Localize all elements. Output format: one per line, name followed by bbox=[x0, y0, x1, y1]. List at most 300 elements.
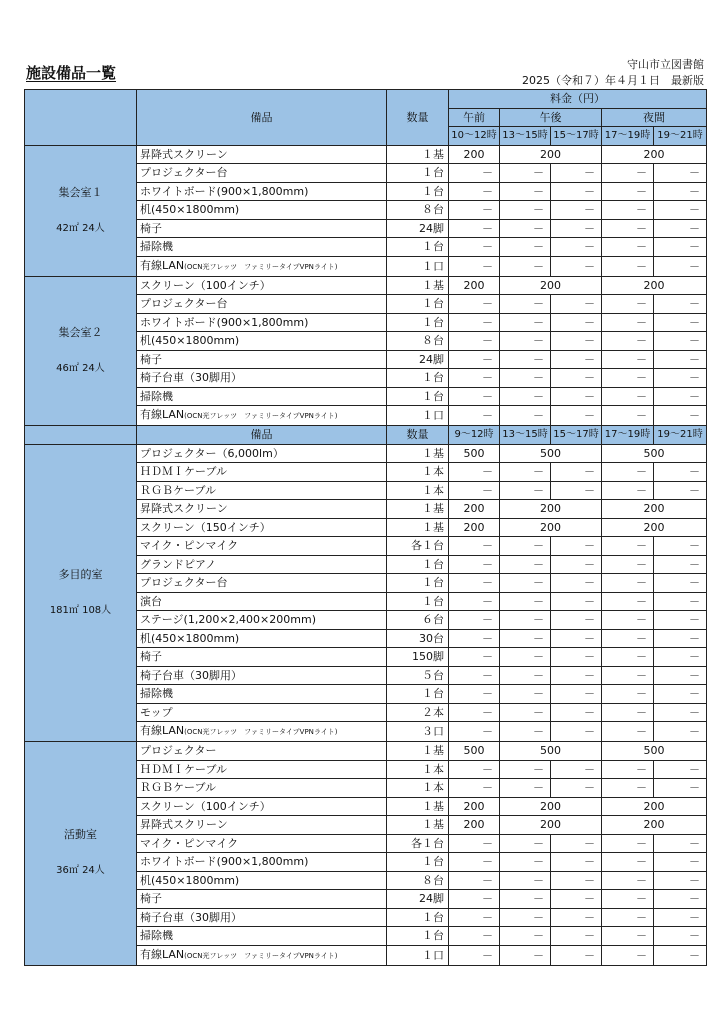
item-qty: １本 bbox=[387, 760, 449, 779]
fee-dash: － bbox=[551, 182, 602, 201]
fee-dash: － bbox=[602, 760, 654, 779]
fee-dash: － bbox=[602, 834, 654, 853]
fee-dash: － bbox=[449, 871, 500, 890]
room-spacer bbox=[28, 844, 133, 862]
fee-am: 200 bbox=[449, 500, 500, 519]
header-slot: 13～15時 bbox=[500, 127, 551, 146]
fee-dash: － bbox=[654, 295, 707, 314]
edition-date: 2025（令和７）年４月１日 最新版 bbox=[522, 74, 704, 87]
fee-dash: － bbox=[449, 201, 500, 220]
fee-dash: － bbox=[654, 201, 707, 220]
fee-dash: － bbox=[551, 164, 602, 183]
item-name: ＲＧＢケーブル bbox=[140, 781, 217, 795]
fee-dash: － bbox=[449, 574, 500, 593]
section-header-item: 備品 bbox=[137, 426, 387, 445]
fee-dash: － bbox=[551, 537, 602, 556]
fee-dash: － bbox=[602, 238, 654, 257]
section-header-slot: 9～12時 bbox=[449, 426, 500, 445]
fee-dash: － bbox=[551, 648, 602, 667]
item-cell bbox=[137, 463, 387, 482]
fee-pm: 200 bbox=[500, 816, 602, 835]
fee-dash: － bbox=[654, 722, 707, 742]
fee-am: 200 bbox=[449, 518, 500, 537]
fee-pm: 200 bbox=[500, 276, 602, 295]
fee-pm: 500 bbox=[500, 444, 602, 463]
fee-dash: － bbox=[551, 369, 602, 388]
fee-dash: － bbox=[449, 629, 500, 648]
fee-dash: － bbox=[602, 574, 654, 593]
item-name: 椅子 bbox=[140, 221, 162, 235]
fee-dash: － bbox=[551, 945, 602, 965]
item-name: ステージ(1,200×2,400×200mm) bbox=[140, 613, 316, 627]
fee-dash: － bbox=[551, 666, 602, 685]
fee-dash: － bbox=[654, 890, 707, 909]
fee-dash: － bbox=[449, 685, 500, 704]
item-qty: １台 bbox=[387, 685, 449, 704]
fee-dash: － bbox=[449, 592, 500, 611]
item-qty: 24脚 bbox=[387, 890, 449, 909]
fee-dash: － bbox=[654, 406, 707, 426]
fee-am: 200 bbox=[449, 797, 500, 816]
item-name: 有線LAN bbox=[140, 947, 185, 961]
item-cell bbox=[137, 500, 387, 519]
fee-dash: － bbox=[551, 592, 602, 611]
fee-dash: － bbox=[602, 871, 654, 890]
fee-dash: － bbox=[602, 313, 654, 332]
item-cell bbox=[137, 760, 387, 779]
item-qty: １台 bbox=[387, 238, 449, 257]
fee-dash: － bbox=[500, 537, 551, 556]
item-qty: １台 bbox=[387, 927, 449, 946]
fee-dash: － bbox=[449, 350, 500, 369]
item-qty: １基 bbox=[387, 742, 449, 761]
fee-dash: － bbox=[449, 256, 500, 276]
header-room-cell bbox=[25, 90, 137, 146]
fee-dash: － bbox=[602, 908, 654, 927]
fee-dash: － bbox=[500, 703, 551, 722]
header-slot: 10～12時 bbox=[449, 127, 500, 146]
item-qty: ３口 bbox=[387, 722, 449, 742]
header-slot: 19～21時 bbox=[654, 127, 707, 146]
fee-dash: － bbox=[602, 592, 654, 611]
item-name: 有線LAN bbox=[140, 408, 185, 421]
fee-dash: － bbox=[500, 201, 551, 220]
room-capacity: 181㎡ 108人 bbox=[49, 604, 112, 616]
fee-am: 200 bbox=[449, 276, 500, 295]
fee-dash: － bbox=[602, 406, 654, 426]
fee-dash: － bbox=[551, 256, 602, 276]
fee-pm: 200 bbox=[500, 145, 602, 164]
fee-dash: － bbox=[449, 760, 500, 779]
item-name: 机(450×1800mm) bbox=[140, 873, 240, 887]
header-item: 備品 bbox=[137, 90, 387, 146]
equipment-table-body bbox=[25, 90, 707, 966]
fee-dash: － bbox=[551, 722, 602, 742]
item-name: 昇降式スクリーン bbox=[140, 818, 228, 832]
item-cell bbox=[137, 350, 387, 369]
fee-dash: － bbox=[602, 648, 654, 667]
fee-dash: － bbox=[500, 350, 551, 369]
room-cell bbox=[25, 444, 137, 742]
header-slot: 17～19時 bbox=[602, 127, 654, 146]
item-cell bbox=[137, 219, 387, 238]
item-qty: １口 bbox=[387, 406, 449, 426]
fee-dash: － bbox=[654, 574, 707, 593]
item-name: ＲＧＢケーブル bbox=[140, 483, 217, 497]
item-qty: 24脚 bbox=[387, 219, 449, 238]
fee-dash: － bbox=[654, 592, 707, 611]
item-qty: １台 bbox=[387, 574, 449, 593]
item-cell bbox=[137, 648, 387, 667]
item-cell bbox=[137, 164, 387, 183]
header-fee: 料金（円） bbox=[449, 90, 707, 109]
fee-dash: － bbox=[500, 722, 551, 742]
item-cell bbox=[137, 890, 387, 909]
item-cell bbox=[137, 797, 387, 816]
item-cell bbox=[137, 927, 387, 946]
fee-dash: － bbox=[551, 890, 602, 909]
fee-night: 500 bbox=[602, 742, 707, 761]
item-qty: １台 bbox=[387, 313, 449, 332]
item-cell bbox=[137, 332, 387, 351]
fee-dash: － bbox=[551, 760, 602, 779]
fee-dash: － bbox=[602, 611, 654, 630]
item-qty: １口 bbox=[387, 256, 449, 276]
item-qty: 150脚 bbox=[387, 648, 449, 667]
item-name: 有線LAN bbox=[140, 258, 185, 272]
item-qty: １基 bbox=[387, 145, 449, 164]
item-qty: ８台 bbox=[387, 871, 449, 890]
fee-dash: － bbox=[500, 927, 551, 946]
fee-am: 200 bbox=[449, 145, 500, 164]
item-cell bbox=[137, 945, 387, 965]
item-cell bbox=[137, 444, 387, 463]
item-name: 昇降式スクリーン bbox=[140, 502, 228, 516]
fee-dash: － bbox=[500, 369, 551, 388]
item-cell bbox=[137, 182, 387, 201]
item-cell bbox=[137, 834, 387, 853]
table-row bbox=[25, 276, 707, 295]
fee-night: 200 bbox=[602, 518, 707, 537]
fee-dash: － bbox=[551, 853, 602, 872]
fee-dash: － bbox=[551, 332, 602, 351]
fee-dash: － bbox=[449, 779, 500, 798]
fee-dash: － bbox=[551, 629, 602, 648]
fee-dash: － bbox=[449, 332, 500, 351]
fee-am: 500 bbox=[449, 444, 500, 463]
item-qty: １本 bbox=[387, 779, 449, 798]
fee-dash: － bbox=[449, 908, 500, 927]
fee-dash: － bbox=[654, 537, 707, 556]
item-cell bbox=[137, 387, 387, 406]
item-cell bbox=[137, 779, 387, 798]
item-note: (OCN光フレッツ ファミリータイプVPNライト) bbox=[184, 951, 338, 960]
fee-dash: － bbox=[551, 871, 602, 890]
fee-dash: － bbox=[449, 537, 500, 556]
item-cell bbox=[137, 611, 387, 630]
item-cell bbox=[137, 276, 387, 295]
room-name: 集会室１ bbox=[58, 185, 103, 199]
item-name: ＨＤＭＩケーブル bbox=[140, 762, 228, 776]
fee-dash: － bbox=[500, 834, 551, 853]
room-spacer bbox=[28, 202, 133, 220]
section-header-slot: 15～17時 bbox=[551, 426, 602, 445]
item-name: 掃除機 bbox=[140, 929, 173, 943]
fee-dash: － bbox=[602, 332, 654, 351]
header-night: 夜間 bbox=[602, 108, 707, 127]
fee-dash: － bbox=[449, 834, 500, 853]
fee-dash: － bbox=[654, 703, 707, 722]
fee-dash: － bbox=[500, 332, 551, 351]
fee-dash: － bbox=[500, 666, 551, 685]
fee-dash: － bbox=[449, 182, 500, 201]
item-cell bbox=[137, 295, 387, 314]
item-cell bbox=[137, 145, 387, 164]
fee-dash: － bbox=[551, 908, 602, 927]
item-cell bbox=[137, 853, 387, 872]
item-name: 椅子 bbox=[140, 352, 162, 366]
item-name: ホワイトボード(900×1,800mm) bbox=[140, 855, 309, 869]
header-am: 午前 bbox=[449, 108, 500, 127]
fee-dash: － bbox=[654, 313, 707, 332]
fee-dash: － bbox=[551, 406, 602, 426]
fee-dash: － bbox=[500, 164, 551, 183]
fee-dash: － bbox=[500, 890, 551, 909]
item-name: マイク・ピンマイク bbox=[140, 539, 239, 553]
item-name: 演台 bbox=[140, 594, 162, 608]
item-cell bbox=[137, 481, 387, 500]
item-cell bbox=[137, 574, 387, 593]
item-cell bbox=[137, 592, 387, 611]
fee-dash: － bbox=[602, 722, 654, 742]
item-qty: １台 bbox=[387, 387, 449, 406]
fee-night: 200 bbox=[602, 816, 707, 835]
item-name: プロジェクター台 bbox=[140, 166, 228, 180]
fee-dash: － bbox=[500, 387, 551, 406]
fee-dash: － bbox=[654, 629, 707, 648]
fee-dash: － bbox=[500, 611, 551, 630]
item-cell bbox=[137, 742, 387, 761]
room-name: 多目的室 bbox=[58, 567, 103, 581]
item-qty: １本 bbox=[387, 463, 449, 482]
fee-dash: － bbox=[500, 463, 551, 482]
item-cell bbox=[137, 406, 387, 426]
fee-dash: － bbox=[500, 574, 551, 593]
item-qty: 各１台 bbox=[387, 537, 449, 556]
fee-dash: － bbox=[449, 703, 500, 722]
item-name: ホワイトボード(900×1,800mm) bbox=[140, 315, 309, 329]
item-name: 椅子台車（30脚用） bbox=[140, 910, 242, 924]
fee-dash: － bbox=[654, 871, 707, 890]
room-capacity: 36㎡ 24人 bbox=[56, 865, 105, 877]
table-row bbox=[25, 742, 707, 761]
item-cell bbox=[137, 518, 387, 537]
fee-dash: － bbox=[654, 332, 707, 351]
fee-dash: － bbox=[654, 908, 707, 927]
fee-am: 500 bbox=[449, 742, 500, 761]
item-name: プロジェクター（6,000lm） bbox=[140, 446, 284, 460]
item-name: プロジェクター台 bbox=[140, 297, 228, 311]
item-qty: １台 bbox=[387, 555, 449, 574]
fee-dash: － bbox=[654, 834, 707, 853]
item-name: スクリーン（150インチ） bbox=[140, 520, 271, 534]
fee-dash: － bbox=[551, 703, 602, 722]
fee-dash: － bbox=[551, 387, 602, 406]
fee-dash: － bbox=[602, 201, 654, 220]
item-name: 昇降式スクリーン bbox=[140, 147, 228, 161]
item-name: 掃除機 bbox=[140, 687, 173, 701]
fee-dash: － bbox=[551, 685, 602, 704]
fee-dash: － bbox=[449, 313, 500, 332]
fee-dash: － bbox=[602, 219, 654, 238]
fee-pm: 200 bbox=[500, 518, 602, 537]
item-qty: 24脚 bbox=[387, 350, 449, 369]
fee-dash: － bbox=[500, 481, 551, 500]
fee-dash: － bbox=[602, 666, 654, 685]
fee-night: 200 bbox=[602, 797, 707, 816]
item-name: グランドピアノ bbox=[140, 557, 217, 571]
fee-dash: － bbox=[654, 238, 707, 257]
header-qty: 数量 bbox=[387, 90, 449, 146]
room-cell bbox=[25, 145, 137, 276]
item-qty: １台 bbox=[387, 592, 449, 611]
item-name: ホワイトボード(900×1,800mm) bbox=[140, 184, 309, 198]
item-qty: １口 bbox=[387, 945, 449, 965]
fee-dash: － bbox=[449, 295, 500, 314]
fee-dash: － bbox=[500, 592, 551, 611]
room-spacer bbox=[28, 584, 133, 602]
fee-dash: － bbox=[654, 219, 707, 238]
item-qty: １台 bbox=[387, 182, 449, 201]
fee-dash: － bbox=[449, 387, 500, 406]
fee-dash: － bbox=[500, 182, 551, 201]
fee-dash: － bbox=[602, 555, 654, 574]
fee-dash: － bbox=[449, 369, 500, 388]
room-capacity: 46㎡ 24人 bbox=[56, 362, 105, 374]
item-qty: １基 bbox=[387, 797, 449, 816]
fee-dash: － bbox=[500, 406, 551, 426]
fee-pm: 200 bbox=[500, 500, 602, 519]
item-cell bbox=[137, 555, 387, 574]
item-note: (OCN光フレッツ ファミリータイプVPNライト) bbox=[184, 728, 338, 736]
fee-dash: － bbox=[654, 350, 707, 369]
fee-dash: － bbox=[551, 927, 602, 946]
item-name: 机(450×1800mm) bbox=[140, 203, 240, 217]
fee-dash: － bbox=[654, 760, 707, 779]
fee-night: 200 bbox=[602, 145, 707, 164]
item-note: (OCN光フレッツ ファミリータイプVPNライト) bbox=[184, 262, 338, 271]
item-qty: ２本 bbox=[387, 703, 449, 722]
fee-dash: － bbox=[551, 219, 602, 238]
fee-dash: － bbox=[551, 201, 602, 220]
item-name: 机(450×1800mm) bbox=[140, 334, 240, 348]
room-name: 活動室 bbox=[64, 828, 97, 842]
item-qty: １台 bbox=[387, 853, 449, 872]
item-qty: １基 bbox=[387, 444, 449, 463]
fee-dash: － bbox=[449, 406, 500, 426]
fee-dash: － bbox=[602, 779, 654, 798]
fee-dash: － bbox=[449, 890, 500, 909]
fee-dash: － bbox=[602, 537, 654, 556]
fee-dash: － bbox=[551, 295, 602, 314]
item-note: (OCN光フレッツ ファミリータイプVPNライト) bbox=[184, 412, 338, 420]
item-qty: ８台 bbox=[387, 201, 449, 220]
room-name: 集会室２ bbox=[58, 325, 103, 339]
fee-dash: － bbox=[602, 350, 654, 369]
fee-dash: － bbox=[449, 238, 500, 257]
fee-dash: － bbox=[551, 779, 602, 798]
room-cell bbox=[25, 742, 137, 966]
fee-dash: － bbox=[602, 703, 654, 722]
item-name: スクリーン（100インチ） bbox=[140, 799, 271, 813]
table-row bbox=[25, 444, 707, 463]
section-header-blank bbox=[25, 426, 137, 445]
item-name: 椅子台車（30脚用） bbox=[140, 668, 242, 682]
fee-dash: － bbox=[602, 182, 654, 201]
item-name: プロジェクター bbox=[140, 744, 217, 758]
item-name: スクリーン（100インチ） bbox=[140, 278, 271, 292]
item-qty: １台 bbox=[387, 295, 449, 314]
fee-dash: － bbox=[654, 256, 707, 276]
fee-dash: － bbox=[602, 890, 654, 909]
fee-dash: － bbox=[654, 666, 707, 685]
fee-dash: － bbox=[551, 555, 602, 574]
fee-dash: － bbox=[449, 666, 500, 685]
fee-dash: － bbox=[602, 927, 654, 946]
fee-dash: － bbox=[602, 945, 654, 965]
item-cell bbox=[137, 629, 387, 648]
item-qty: １基 bbox=[387, 816, 449, 835]
item-name: 掃除機 bbox=[140, 240, 173, 254]
fee-dash: － bbox=[500, 555, 551, 574]
fee-dash: － bbox=[654, 555, 707, 574]
fee-dash: － bbox=[500, 648, 551, 667]
fee-dash: － bbox=[654, 945, 707, 965]
fee-dash: － bbox=[500, 629, 551, 648]
fee-dash: － bbox=[449, 463, 500, 482]
fee-dash: － bbox=[602, 387, 654, 406]
item-name: 机(450×1800mm) bbox=[140, 631, 240, 645]
section-header-qty: 数量 bbox=[387, 426, 449, 445]
item-cell bbox=[137, 685, 387, 704]
equipment-table bbox=[24, 89, 707, 966]
item-qty: １本 bbox=[387, 481, 449, 500]
fee-dash: － bbox=[654, 182, 707, 201]
fee-dash: － bbox=[654, 369, 707, 388]
fee-dash: － bbox=[654, 927, 707, 946]
fee-dash: － bbox=[551, 834, 602, 853]
item-qty: １基 bbox=[387, 276, 449, 295]
fee-dash: － bbox=[551, 481, 602, 500]
fee-dash: － bbox=[500, 945, 551, 965]
item-qty: 30台 bbox=[387, 629, 449, 648]
item-cell bbox=[137, 722, 387, 742]
item-qty: １基 bbox=[387, 500, 449, 519]
fee-dash: － bbox=[654, 481, 707, 500]
item-name: モップ bbox=[140, 705, 173, 719]
item-qty: １基 bbox=[387, 518, 449, 537]
fee-dash: － bbox=[602, 481, 654, 500]
header-row-1 bbox=[25, 90, 707, 109]
fee-dash: － bbox=[449, 853, 500, 872]
fee-dash: － bbox=[449, 927, 500, 946]
fee-dash: － bbox=[654, 779, 707, 798]
item-qty: ６台 bbox=[387, 611, 449, 630]
fee-dash: － bbox=[551, 238, 602, 257]
item-qty: 各１台 bbox=[387, 834, 449, 853]
fee-dash: － bbox=[500, 853, 551, 872]
fee-dash: － bbox=[602, 256, 654, 276]
